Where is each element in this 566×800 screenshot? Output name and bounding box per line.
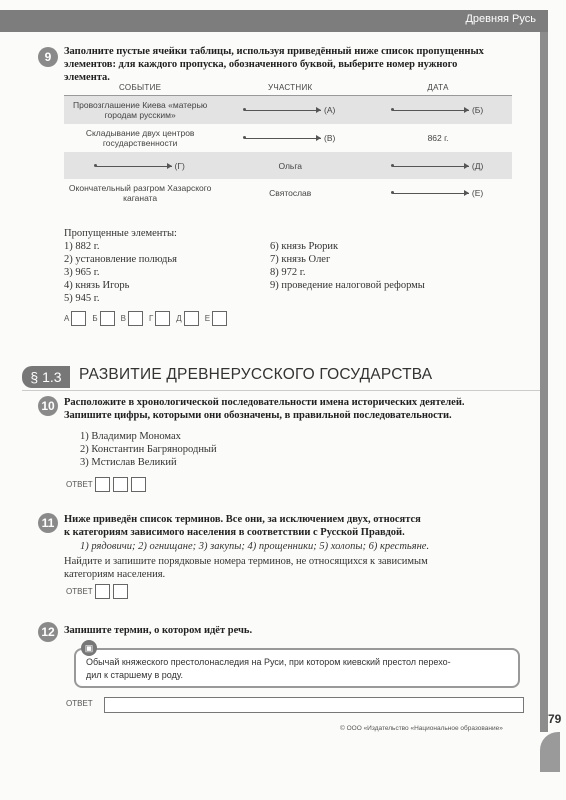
- section-title: РАЗВИТИЕ ДРЕВНЕРУССКОГО ГОСУДАРСТВА: [79, 366, 433, 383]
- q9-line-3: элемента.: [64, 72, 110, 83]
- missing-elements-right: [270, 240, 520, 292]
- page-number: 79: [548, 712, 562, 726]
- answer-label: ОТВЕТ: [66, 699, 93, 708]
- q11-instr-line-2: категориям населения.: [64, 569, 166, 580]
- question-10-number: 10: [38, 396, 58, 416]
- cell-date-blank[interactable]: [364, 152, 512, 179]
- list-item: 2) установление полюдья: [64, 254, 178, 265]
- q9-answer-boxes: [64, 311, 233, 326]
- q9-line-2: элементов: для каждого пропуска, обозначенного буквой, выберите номер нужного: [64, 59, 458, 70]
- answer-cell-v[interactable]: [128, 311, 143, 326]
- table-row: [64, 152, 512, 179]
- definition-line-1: Обычай княжеского престолонаследия на Руси, при котором киевский престол перехо-: [86, 657, 451, 667]
- answer-cell-g[interactable]: [155, 311, 170, 326]
- answer-cell[interactable]: [113, 477, 128, 492]
- q11-line-1: Ниже приведён список терминов. Все они, за исключением двух, относятся: [64, 514, 421, 525]
- list-item: 6) князь Рюрик: [270, 241, 339, 252]
- book-icon: ▣: [81, 640, 97, 656]
- question-10-text: [64, 396, 534, 422]
- q12-answer-label: [66, 699, 93, 708]
- blank-letter: (А): [324, 105, 336, 115]
- table-row: [64, 179, 512, 207]
- col-header-participant: УЧАСТНИК: [216, 80, 364, 96]
- answer-letter: А: [64, 314, 70, 323]
- cell-participant: Ольга: [216, 152, 364, 179]
- term-definition-box: [74, 648, 520, 688]
- cell-date: 862 г.: [427, 133, 449, 143]
- q9-table: [64, 80, 512, 207]
- blank-letter: (Г): [174, 160, 185, 171]
- q11-terms: 1) рядовичи; 2) огнищане; 3) закупы; 4) прощенники; 5) холопы; 6) крестьяне.: [80, 541, 430, 552]
- list-item: 8) 972 г.: [270, 267, 306, 278]
- answer-letter: Б: [92, 314, 98, 323]
- header-bar: [0, 10, 548, 32]
- q10-line-2: Запишите цифры, которыми они обозначены, в правильной последовательности.: [64, 410, 452, 421]
- question-11-text: [64, 513, 534, 539]
- answer-cell[interactable]: [95, 584, 110, 599]
- question-9-text: [64, 45, 534, 84]
- answer-cell-b[interactable]: [100, 311, 115, 326]
- blank-letter: (Д): [471, 160, 484, 171]
- answer-cell[interactable]: [131, 477, 146, 492]
- section-divider: [22, 390, 540, 391]
- list-item: 2) Константин Багрянородный: [80, 444, 217, 455]
- list-item: 1) 882 г.: [64, 241, 100, 252]
- cell-date-blank[interactable]: [364, 96, 512, 125]
- answer-cell-d[interactable]: [184, 311, 199, 326]
- q10-answer: [66, 477, 147, 492]
- cell-participant: Святослав: [269, 188, 312, 198]
- definition-line-2: дил к старшему в роду.: [86, 670, 183, 680]
- answer-cell-e[interactable]: [212, 311, 227, 326]
- answer-cell[interactable]: [95, 477, 110, 492]
- q11-instruction: [64, 555, 534, 581]
- list-item: 1) Владимир Мономах: [80, 431, 181, 442]
- list-item: 7) князь Олег: [270, 254, 331, 265]
- cell-participant-blank[interactable]: [216, 96, 364, 125]
- q10-line-1: Расположите в хронологической последовательности имена исторических деятелей.: [64, 397, 465, 408]
- answer-letter: Д: [176, 314, 182, 323]
- q9-line-1: Заполните пустые ячейки таблицы, используя приведённый ниже список пропущенных: [64, 46, 484, 57]
- q11-answer: [66, 584, 129, 599]
- q10-items: [80, 430, 217, 469]
- cell-event: Складывание двух центров государственности: [85, 128, 195, 148]
- cell-event: Окончательный разгром Хазарского каганата: [68, 183, 212, 203]
- page-corner-decoration: [540, 732, 560, 772]
- answer-label: ОТВЕТ: [66, 480, 93, 489]
- question-12-text: Запишите термин, о котором идёт речь.: [64, 625, 253, 636]
- question-9-number: 9: [38, 47, 58, 67]
- question-11-number: 11: [38, 513, 58, 533]
- question-12-number: 12: [38, 622, 58, 642]
- cell-date-blank[interactable]: [364, 179, 512, 207]
- missing-elements-title: Пропущенные элементы:: [64, 228, 177, 239]
- copyright-footer: © ООО «Издательство «Национальное образование»: [340, 725, 503, 732]
- col-header-date: ДАТА: [364, 80, 512, 96]
- answer-cell[interactable]: [113, 584, 128, 599]
- answer-letter: Е: [204, 314, 211, 323]
- table-row: [64, 124, 512, 152]
- header-section-title: Древняя Русь: [465, 13, 536, 25]
- right-edge-bar: [540, 32, 548, 732]
- q12-answer-field[interactable]: [104, 697, 524, 713]
- cell-event-blank[interactable]: [64, 152, 216, 179]
- list-item: 3) 965 г.: [64, 267, 100, 278]
- answer-cell-a[interactable]: [71, 311, 86, 326]
- missing-elements-left: [64, 240, 264, 305]
- answer-letter: Г: [148, 314, 154, 323]
- cell-participant-blank[interactable]: [216, 124, 364, 152]
- section-badge: § 1.3: [22, 366, 70, 388]
- blank-letter: (Б): [471, 105, 484, 115]
- list-item: 3) Мстислав Великий: [80, 457, 177, 468]
- blank-letter: (Е): [471, 188, 484, 198]
- list-item: 5) 945 г.: [64, 293, 100, 304]
- q11-instr-line-1: Найдите и запишите порядковые номера терминов, не относящихся к зависимым: [64, 556, 428, 567]
- answer-letter: В: [120, 314, 126, 323]
- col-header-event: СОБЫТИЕ: [64, 80, 216, 96]
- answer-label: ОТВЕТ: [66, 587, 93, 596]
- q11-line-2: к категориям зависимого населения в соответствии с Русской Правдой.: [64, 527, 405, 538]
- cell-event: Провозглашение Киева «матерью городам русским»: [64, 96, 216, 125]
- list-item: 9) проведение налоговой реформы: [270, 280, 425, 291]
- blank-letter: (В): [324, 133, 336, 143]
- table-row: [64, 96, 512, 125]
- list-item: 4) князь Игорь: [64, 280, 130, 291]
